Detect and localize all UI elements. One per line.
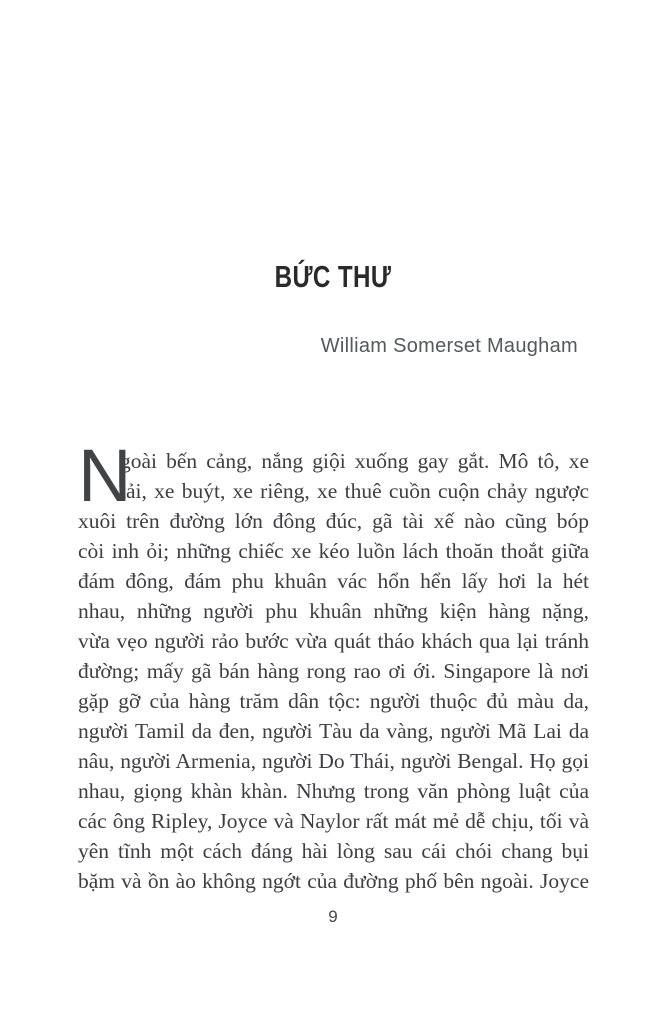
chapter-title: BỨC THƯ xyxy=(274,259,392,294)
text-line: bặm và ồn ào không ngớt của đường phố bên ngoài. Joyce xyxy=(78,869,589,893)
text-line: các ông Ripley, Joyce và Naylor rất mát mẻ dễ chịu, tối và xyxy=(78,809,589,833)
page-number: 9 xyxy=(328,907,338,926)
drop-cap: N xyxy=(78,434,132,517)
text-line: vừa vẹo người rảo bước vừa quát tháo khách qua lại tránh xyxy=(78,629,589,653)
author-name: William Somerset Maugham xyxy=(320,335,578,357)
text-line: goài bến cảng, nắng giội xuống gay gắt. Mô tô, xe xyxy=(120,449,589,473)
text-line: người Tamil da đen, người Tàu da vàng, người Mã Lai da xyxy=(78,719,589,743)
text-line: tải, xe buýt, xe riêng, xe thuê cuồn cuộn chảy ngược xyxy=(120,479,589,503)
text-line: đám đông, đám phu khuân vác hổn hển lấy hơi la hét xyxy=(78,569,589,593)
body-paragraph xyxy=(78,434,589,896)
text-line: nhau, giọng khàn khàn. Nhưng trong văn phòng luật của xyxy=(78,779,589,803)
text-line: nhau, những người phu khuân những kiện hàng nặng, xyxy=(78,599,589,623)
text-line: còi inh ỏi; những chiếc xe kéo luồn lách thoăn thoắt giữa xyxy=(78,539,589,563)
text-line: đường; mấy gã bán hàng rong rao ơi ới. Singapore là nơi xyxy=(78,659,589,683)
text-line: xuôi trên đường lớn đông đúc, gã tài xế nào cũng bóp xyxy=(78,509,589,533)
text-line: gặp gỡ của hàng trăm dân tộc: người thuộc đủ màu da, xyxy=(78,689,589,713)
text-line: nâu, người Armenia, người Do Thái, người Bengal. Họ gọi xyxy=(78,749,589,773)
text-line: yên tĩnh một cách đáng hài lòng sau cái chói chang bụi xyxy=(78,839,589,863)
